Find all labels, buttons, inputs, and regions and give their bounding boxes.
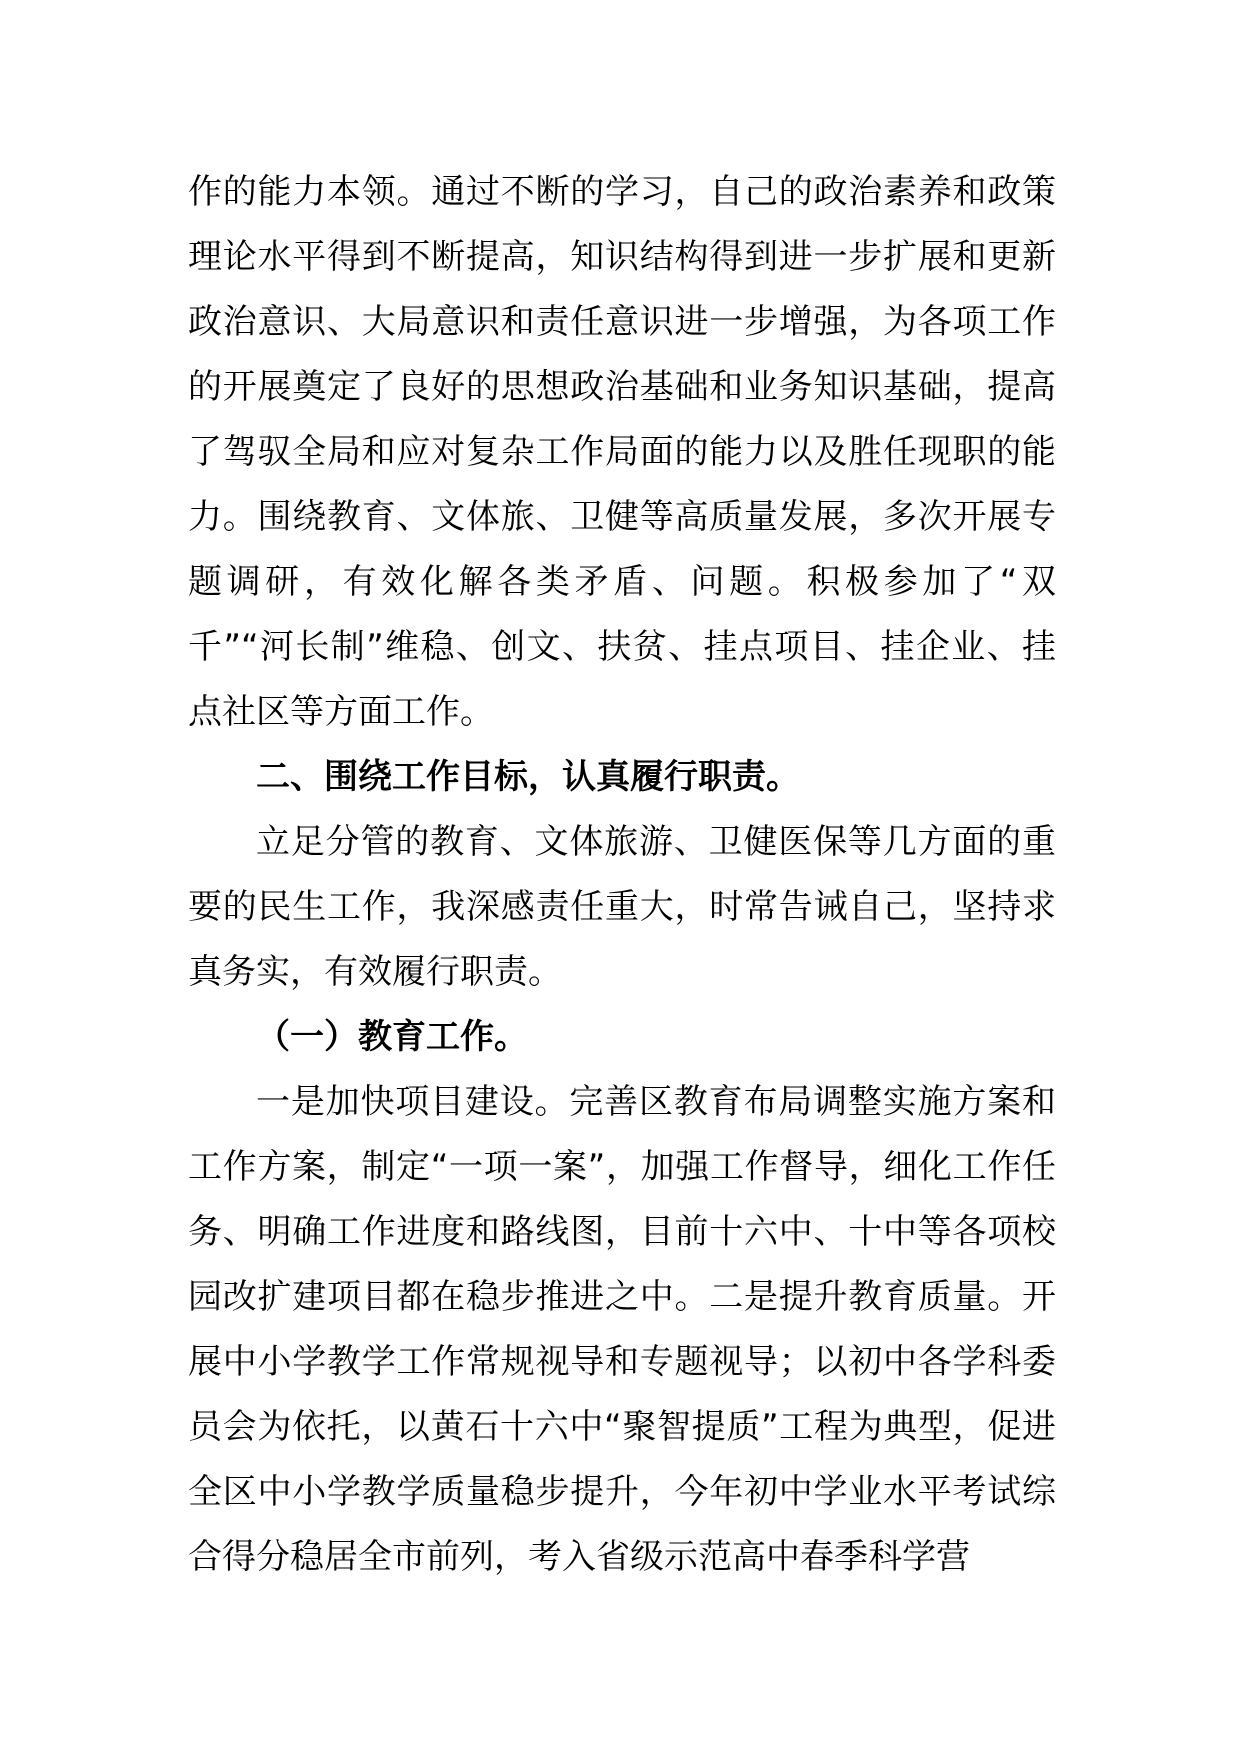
section-heading-2: 二、围绕工作目标，认真履行职责。 <box>256 757 800 797</box>
subsection-heading-education: （一）教育工作。 <box>256 1017 528 1057</box>
document-body <box>188 160 1056 1590</box>
body-paragraph-duties: 立足分管的教育、文体旅游、卫健医保等几方面的重要的民生工作，我深感责任重大，时常告诫自己，坚持求真务实，有效履行职责。 <box>188 822 1056 992</box>
body-paragraph-education: 一是加快项目建设。完善区教育布局调整实施方案和工作方案，制定“一项一案”，加强工作督导，细化工作任务、明确工作进度和路线图，目前十六中、十中等各项校园改扩建项目都在稳步推进之中。二是提升教育质量。开展中小学教学工作常规视导和专题视导；以初中各学科委员会为依托，以黄石十六中“聚智提质”工程为典型，促进全区中小学教学质量稳步提升，今年初中学业水平考试综合得分稳居全市前列，考入省级示范高中春季科学营 <box>188 1082 1056 1577</box>
body-paragraph-continuation: 作的能力本领。通过不断的学习，自己的政治素养和政策理论水平得到不断提高，知识结构得到进一步扩展和更新政治意识、大局意识和责任意识进一步增强，为各项工作的开展奠定了良好的思想政治基础和业务知识基础，提高了驾驭全局和应对复杂工作局面的能力以及胜任现职的能力。围绕教育、文体旅、卫健等高质量发展，多次开展专题调研，有效化解各类矛盾、问题。积极参加了“双千”“河长制”维稳、创文、扶贫、挂点项目、挂企业、挂点社区等方面工作。 <box>188 172 1056 732</box>
